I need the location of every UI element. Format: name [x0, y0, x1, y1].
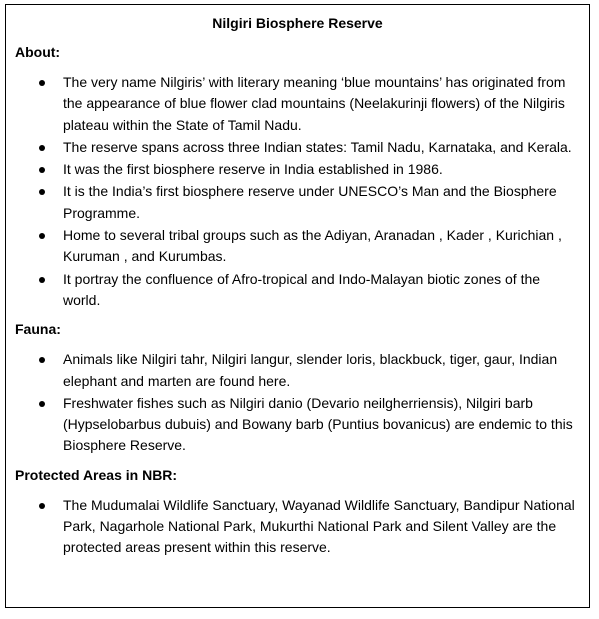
bullet-icon [39, 167, 45, 173]
bullet-icon [39, 145, 45, 151]
bullet-list-protected-areas [15, 495, 580, 559]
list-item [63, 72, 580, 136]
section-heading-fauna: Fauna: [15, 321, 61, 338]
list-item [63, 269, 580, 312]
list-item-text: The Mudumalai Wildlife Sanctuary, Wayanad Wildlife Sanctuary, Bandipur National Park, Nagarhole National Park, Mukurthi National Park and Silent Valley are the protected areas present within this reserve. [63, 496, 575, 556]
list-item-text: It is the India’s first biosphere reserve under UNESCO’s Man and the Biosphere Programme. [63, 183, 557, 221]
bullet-icon [39, 401, 45, 407]
list-item [63, 159, 580, 180]
list-item [63, 349, 580, 392]
bullet-list-fauna [15, 349, 580, 456]
bullet-icon [39, 233, 45, 239]
content-box [5, 4, 590, 608]
list-item [63, 181, 580, 224]
list-item [63, 495, 580, 559]
page-title: Nilgiri Biosphere Reserve [212, 15, 383, 31]
list-item-text: It was the first biosphere reserve in India established in 1986. [63, 161, 443, 178]
bullet-icon [39, 189, 45, 195]
list-item-text: The very name Nilgiris’ with literary meaning ‘blue mountains’ has originated from the appearance of blue flower clad mountains (Neelakurinji flowers) of the Nilgiris plateau within the State of Tamil Nadu. [63, 74, 566, 133]
section-heading-about: About: [15, 44, 61, 60]
list-item-text: Animals like Nilgiri tahr, Nilgiri langur, slender loris, blackbuck, tiger, gaur, Indian elephant and marten are found here. [63, 351, 558, 389]
list-item-text: Freshwater fishes such as Nilgiri danio (Devario neilgherriensis), Nilgiri barb (Hypselobarbus dubuis) and Bowany barb (Puntius bovanicus) are endemic to this Biosphere Reserve. [63, 394, 573, 454]
bullet-list-about [15, 72, 580, 311]
bullet-icon [39, 503, 45, 509]
list-item-text: It portray the confluence of Afro-tropical and Indo-Malayan biotic zones of the world. [63, 270, 541, 308]
bullet-icon [39, 80, 45, 86]
list-item [63, 225, 580, 268]
bullet-icon [39, 357, 45, 363]
list-item [63, 137, 580, 158]
bullet-icon [39, 277, 45, 283]
list-item-text: The reserve spans across three Indian states: Tamil Nadu, Karnataka, and Kerala. [63, 138, 572, 155]
list-item-text: Home to several tribal groups such as the Adiyan, Aranadan , Kader , Kurichian , Kuruman , and Kurumbas. [63, 227, 562, 265]
section-heading-protected-areas: Protected Areas in NBR: [15, 466, 178, 483]
list-item [63, 393, 580, 457]
